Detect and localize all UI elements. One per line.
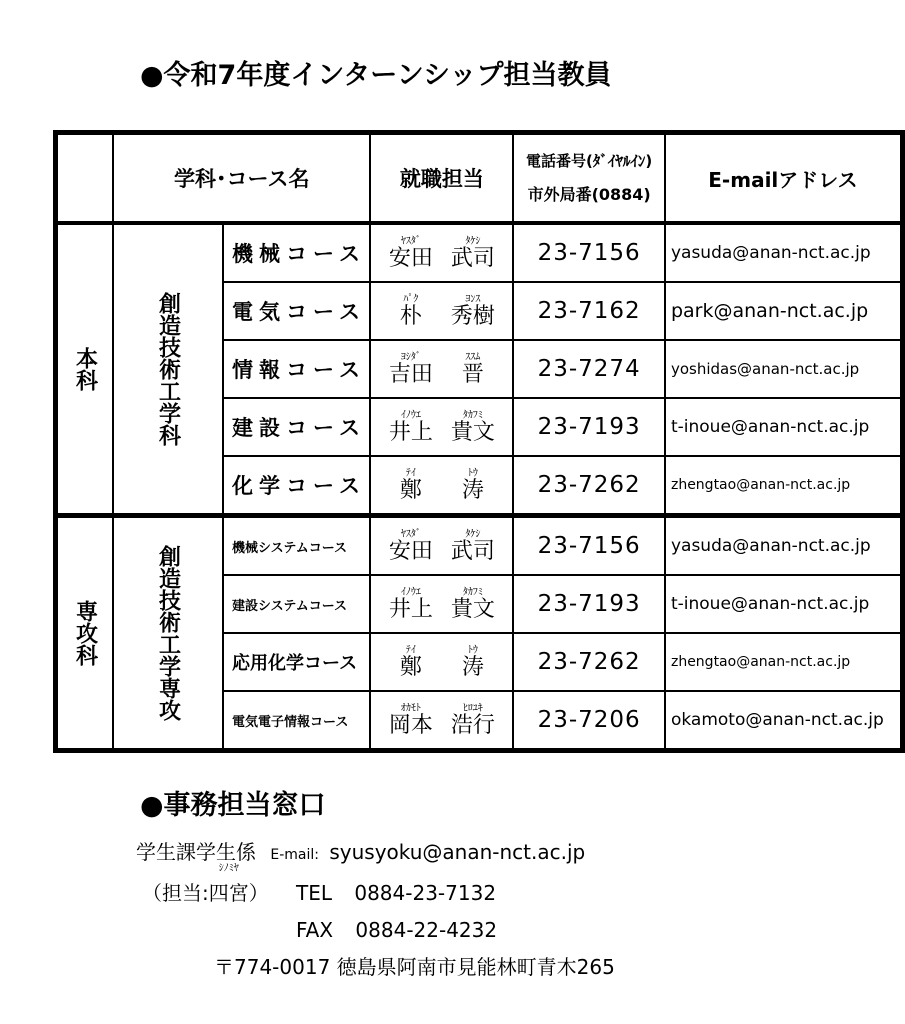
staff-given-name: 武司 <box>450 245 495 271</box>
header-phone-line1: 電話番号(ﾀﾞｲﾔﾙｲﾝ) <box>526 152 653 170</box>
contact-ruby: ｼﾉﾐﾔ <box>218 863 239 874</box>
phone-number: 23-7156 <box>513 223 665 282</box>
office-tel <box>296 874 496 912</box>
staff-surname: 井上 <box>388 596 433 622</box>
staff-table <box>53 130 905 753</box>
staff-surname: 岡本 <box>388 712 433 738</box>
phone-number: 23-7193 <box>513 575 665 633</box>
staff-ruby: ﾖｼﾀﾞ <box>400 351 421 363</box>
staff-ruby: ﾃｲ <box>405 644 416 656</box>
staff-cell <box>370 398 513 456</box>
staff-ruby: ｵｶﾓﾄ <box>400 702 421 714</box>
staff-cell <box>370 516 513 576</box>
staff-ruby: ﾋﾛﾕｷ <box>462 702 483 714</box>
phone-number: 23-7274 <box>513 340 665 398</box>
contact-name: 四宮 <box>208 881 249 905</box>
staff-ruby: ﾀｶﾌﾐ <box>462 409 483 421</box>
office-email-label: E-mail: <box>270 847 319 863</box>
senkoka-label: 専攻科 <box>72 600 98 666</box>
header-email: E-mailアドレス <box>665 133 903 224</box>
staff-cell <box>370 456 513 516</box>
contact-prefix: （担当: <box>142 881 209 905</box>
header-phone <box>513 133 665 224</box>
staff-person <box>442 529 504 564</box>
office-email[interactable]: syusyoku@anan-nct.ac.jp <box>329 840 586 864</box>
staff-person <box>442 587 504 622</box>
staff-person <box>380 529 442 564</box>
staff-given-name: 秀樹 <box>450 303 495 329</box>
staff-ruby: ﾔｽﾀﾞ <box>400 235 421 247</box>
course-name: 応用化学コース <box>223 633 370 691</box>
staff-cell <box>370 340 513 398</box>
course-name: 建設コース <box>223 398 370 456</box>
course-name: 情報コース <box>223 340 370 398</box>
phone-number: 23-7262 <box>513 633 665 691</box>
staff-person <box>442 468 504 503</box>
senkoka-label-cell <box>56 516 114 751</box>
staff-given-name: 涛 <box>461 654 484 680</box>
honka-label: 本科 <box>72 347 98 391</box>
staff-ruby: ﾀｶﾌﾐ <box>462 586 483 598</box>
office-section: 学生課学生係 <box>136 840 256 864</box>
staff-given-name: 浩行 <box>450 712 495 738</box>
tel-label: TEL <box>296 881 332 905</box>
staff-person <box>380 703 442 738</box>
course-name: 化学コース <box>223 456 370 516</box>
staff-person <box>380 410 442 445</box>
senkoka-group-cell <box>113 516 223 751</box>
staff-person <box>442 294 504 329</box>
staff-surname: 井上 <box>388 419 433 445</box>
staff-ruby: ﾖﾝｽ <box>465 293 481 305</box>
phone-number: 23-7156 <box>513 516 665 576</box>
phone-number: 23-7262 <box>513 456 665 516</box>
staff-ruby: ﾄｳ <box>467 644 478 656</box>
office-tel-line <box>142 863 269 912</box>
tel-number[interactable]: 0884-23-7132 <box>354 881 497 905</box>
staff-cell <box>370 575 513 633</box>
senkoka-group: 創造技術工学専攻 <box>155 545 181 721</box>
staff-surname: 吉田 <box>388 361 433 387</box>
office-fax <box>296 911 497 949</box>
honka-label-cell <box>56 223 114 516</box>
email-address[interactable]: yoshidas@anan-nct.ac.jp <box>665 340 903 398</box>
email-address[interactable]: zhengtao@anan-nct.ac.jp <box>665 633 903 691</box>
table-row <box>56 223 903 282</box>
email-address[interactable]: t-inoue@anan-nct.ac.jp <box>665 575 903 633</box>
staff-person <box>442 703 504 738</box>
contact-person <box>208 863 249 912</box>
phone-number: 23-7193 <box>513 398 665 456</box>
staff-person <box>442 645 504 680</box>
staff-ruby: ﾀｹｼ <box>465 528 481 540</box>
staff-person <box>380 352 442 387</box>
staff-person <box>380 645 442 680</box>
staff-ruby: ﾊﾟｸ <box>403 293 419 305</box>
staff-ruby: ｽｽﾑ <box>465 351 481 363</box>
office-email-line <box>136 833 585 874</box>
staff-person <box>380 468 442 503</box>
staff-ruby: ｲﾉｳｴ <box>400 586 421 598</box>
staff-person <box>442 236 504 271</box>
staff-ruby: ﾄｳ <box>467 467 478 479</box>
contact-suffix: ） <box>248 881 269 905</box>
staff-person <box>380 236 442 271</box>
staff-surname: 鄭 <box>399 654 422 680</box>
course-name: 建設システムコース <box>223 575 370 633</box>
staff-given-name: 涛 <box>461 477 484 503</box>
honka-group-cell <box>113 223 223 516</box>
phone-number: 23-7162 <box>513 282 665 340</box>
staff-cell <box>370 691 513 751</box>
staff-ruby: ﾔｽﾀﾞ <box>400 528 421 540</box>
email-address[interactable]: t-inoue@anan-nct.ac.jp <box>665 398 903 456</box>
course-name: 機械コース <box>223 223 370 282</box>
fax-number: 0884-22-4232 <box>355 918 498 942</box>
fax-label: FAX <box>296 918 334 942</box>
email-address[interactable]: zhengtao@anan-nct.ac.jp <box>665 456 903 516</box>
staff-ruby: ﾃｲ <box>405 467 416 479</box>
staff-person <box>442 410 504 445</box>
email-address[interactable]: okamoto@anan-nct.ac.jp <box>665 691 903 751</box>
header-blank-cell <box>56 133 114 224</box>
office-address: 〒774-0017 徳島県阿南市見能林町青木265 <box>214 955 615 979</box>
staff-ruby: ｲﾉｳｴ <box>400 409 421 421</box>
office-title: ●事務担当窓口 <box>140 790 326 821</box>
staff-surname: 安田 <box>388 538 433 564</box>
honka-group: 創造技術工学科 <box>155 292 181 446</box>
staff-person <box>442 352 504 387</box>
staff-surname: 鄭 <box>399 477 422 503</box>
staff-surname: 朴 <box>399 303 422 329</box>
staff-given-name: 貴文 <box>450 419 495 445</box>
staff-given-name: 晋 <box>461 361 484 387</box>
page-title: ●令和7年度インターンシップ担当教員 <box>140 60 612 91</box>
table-row <box>56 516 903 576</box>
staff-given-name: 貴文 <box>450 596 495 622</box>
header-dept: 学科･コース名 <box>113 133 370 224</box>
staff-cell <box>370 223 513 282</box>
table-header-row <box>56 133 903 224</box>
course-name: 電気コース <box>223 282 370 340</box>
email-address[interactable]: yasuda@anan-nct.ac.jp <box>665 223 903 282</box>
header-phone-line2: 市外局番(0884) <box>527 185 651 204</box>
staff-given-name: 武司 <box>450 538 495 564</box>
header-staff: 就職担当 <box>370 133 513 224</box>
phone-number: 23-7206 <box>513 691 665 751</box>
staff-ruby: ﾀｹｼ <box>465 235 481 247</box>
staff-cell <box>370 633 513 691</box>
email-address[interactable]: yasuda@anan-nct.ac.jp <box>665 516 903 576</box>
staff-person <box>380 294 442 329</box>
staff-cell <box>370 282 513 340</box>
email-address[interactable]: park@anan-nct.ac.jp <box>665 282 903 340</box>
course-name: 電気電子情報コース <box>223 691 370 751</box>
staff-surname: 安田 <box>388 245 433 271</box>
staff-person <box>380 587 442 622</box>
course-name: 機械システムコース <box>223 516 370 576</box>
